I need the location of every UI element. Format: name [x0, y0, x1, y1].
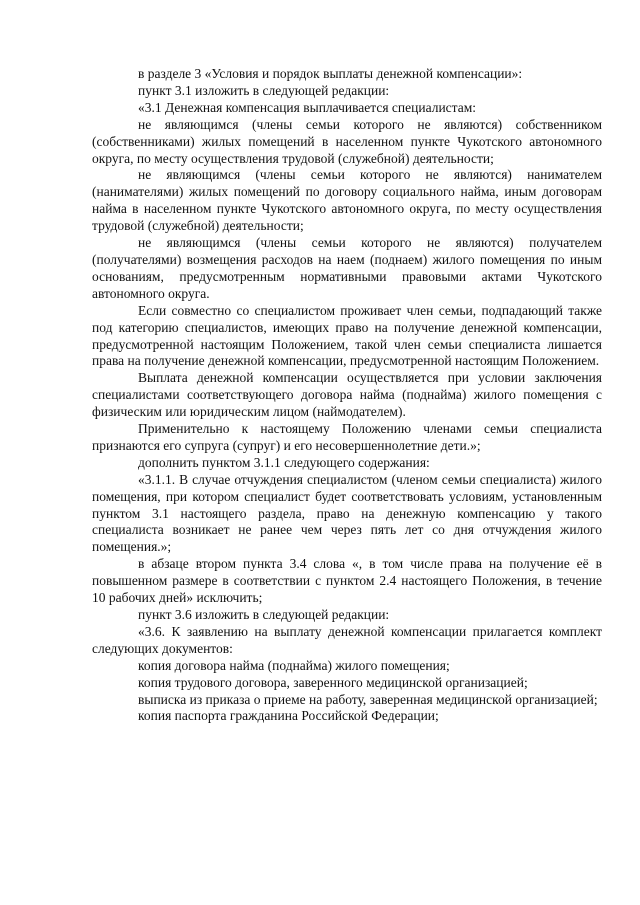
paragraph-condition-tenant: не являющимся (члены семьи которого не являются) нанимателем (нанимателями) жилых помещений по договору социального найма, иным договорам найма в населенном пункте Чукотского автономного округа, по месту осуществления трудовой (служебной) деятельности; [92, 167, 602, 234]
paragraph-item-3-1-intro: пункт 3.1 изложить в следующей редакции: [138, 82, 390, 98]
paragraph-condition-recipient: не являющимся (члены семьи которого не являются) получателем (получателями) возмещения расходов на наем (поднаем) жилого помещения по иным основаниям, предусмотренным нормативными правовыми актами Чукотского автономного округа. [92, 235, 602, 301]
paragraph-item-3-1-1-intro: дополнить пунктом 3.1.1 следующего содержания: [138, 454, 430, 470]
paragraph-doc-order-extract: выписка из приказа о приеме на работу, заверенная медицинской организацией; [138, 691, 598, 707]
paragraph-item-3-6-text: «3.6. К заявлению на выплату денежной компенсации прилагается комплект следующих документов: [92, 623, 602, 656]
paragraph-family-definition: Применительно к настоящему Положению членами семьи специалиста признаются его супруга (супруг) и его несовершеннолетние дети.»; [92, 421, 602, 453]
paragraph-item-3-6-intro: пункт 3.6 изложить в следующей редакции: [138, 607, 390, 622]
paragraph-item-3-1-text: «3.1 Денежная компенсация выплачивается специалистам: [138, 99, 477, 115]
paragraph-doc-lease-copy: копия договора найма (поднайма) жилого помещения; [138, 657, 450, 673]
paragraph-payment-condition: Выплата денежной компенсации осуществляется при условии заключения специалистами соответствующего договора найма (поднайма) жилого помещения с физическим или юридическим лицом (наймодателем). [92, 370, 602, 420]
document-page [92, 66, 602, 725]
paragraph-item-3-1-1-text: «3.1.1. В случае отчуждения специалистом (членом семьи специалиста) жилого помещения, при котором специалист будет соответствовать условиям, установленным пунктом 3.1 настоящего раздела, право на денежную компенсацию у такого специалиста возникает не ранее чем через пять лет со дня отчуждения жилого помещения.»; [92, 471, 602, 555]
paragraph-doc-labor-contract: копия трудового договора, заверенного медицинской организацией; [138, 674, 528, 690]
paragraph-doc-passport-copy: копия паспорта гражданина Российской Федерации; [138, 708, 439, 724]
paragraph-section-3-heading: в разделе 3 «Условия и порядок выплаты денежной компенсации»: [138, 66, 523, 81]
paragraph-condition-owner: не являющимся (члены семьи которого не являются) собственником (собственниками) жилых помещений в населенном пункте Чукотского автономного округа, по месту осуществления трудовой (служебной) деятельности; [92, 116, 602, 166]
paragraph-item-3-4-change: в абзаце втором пункта 3.4 слова «, в том числе права на получение её в повышенном размере в соответствии с пунктом 2.4 настоящего Положения, в течение 10 рабочих дней» исключить; [92, 556, 602, 606]
paragraph-family-member: Если совместно со специалистом проживает член семьи, подпадающий также под категорию специалистов, имеющих право на получение денежной компенсации, предусмотренной настоящим Положением, такой член семьи специалиста лишается права на получение денежной компенсации, предусмотренной настоящим Положением. [92, 302, 602, 369]
